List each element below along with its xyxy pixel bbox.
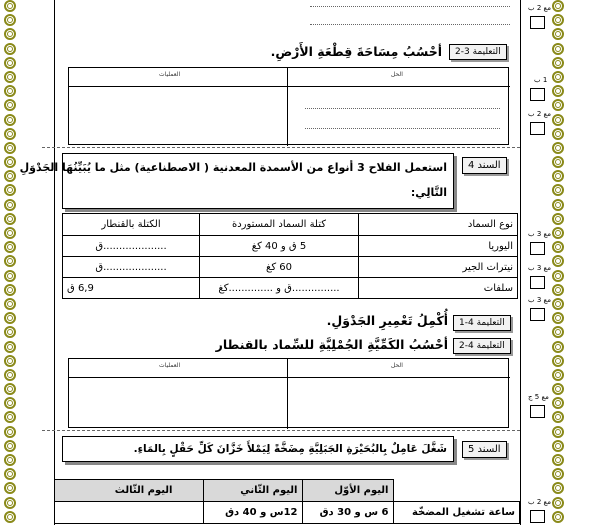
section-divider [42, 430, 520, 431]
ring-ornament [4, 43, 16, 55]
ring-ornament [4, 199, 16, 211]
ring-ornament [4, 369, 16, 381]
score-label: مع 2 ب [528, 4, 551, 12]
score-box[interactable] [530, 242, 545, 255]
ring-ornament [552, 468, 564, 480]
ring-ornament [4, 312, 16, 324]
ring-ornament [552, 411, 564, 423]
score-box[interactable] [530, 16, 545, 29]
solution-header: الحل [391, 71, 403, 78]
ring-ornament [552, 312, 564, 324]
ring-ornament [4, 497, 16, 509]
ring-ornament [552, 28, 564, 40]
table-header: الكتلة بالقنطار [63, 214, 200, 236]
ring-ornament [4, 114, 16, 126]
ring-ornament [4, 468, 16, 480]
ring-ornament [4, 14, 16, 26]
ring-ornament [4, 128, 16, 140]
table-cell: 5 ق و 40 كغ [200, 236, 359, 257]
ring-ornament [552, 284, 564, 296]
ring-ornament [4, 227, 16, 239]
score-label: مع 5 ج [528, 393, 549, 401]
ring-ornament [552, 0, 564, 12]
ring-ornament [552, 426, 564, 438]
score-label: 1 ب [534, 76, 548, 84]
right-ring-border [550, 0, 566, 525]
ring-ornament [4, 298, 16, 310]
task-4-2-answer-box [68, 358, 509, 428]
answer-dots [310, 6, 510, 7]
sanad-5-box [62, 436, 454, 462]
sanad-4-text-line1: استعمل الفلاح 3 أنواع من الأسمدة المعدنية ( الاصطناعية) مثل ما يُبَيِّنُهَا الجَدْوَلِ [19, 161, 447, 174]
task-4-1-tag: التعليمة 4-1 [453, 315, 511, 331]
ring-ornament [552, 298, 564, 310]
ring-ornament [4, 85, 16, 97]
ring-ornament [552, 227, 564, 239]
table-cell: ....................ق [63, 236, 200, 257]
task-3-2-instruction: أحْسُبُ مِسَاحَةَ قِطْعَةِ الأَرْضِ. [270, 44, 442, 59]
task-3-2-answer-box [68, 67, 509, 145]
ring-ornament [552, 71, 564, 83]
left-ring-border [2, 0, 18, 525]
ring-ornament [552, 142, 564, 154]
frame-right-line [520, 0, 521, 525]
solution-header: الحل [391, 362, 403, 369]
table-cell: 6,9 ق [63, 278, 200, 299]
ring-ornament [552, 43, 564, 55]
sanad-4-box [19, 153, 454, 209]
ring-ornament [552, 326, 564, 338]
pump-table [54, 479, 520, 524]
ring-ornament [4, 326, 16, 338]
ring-ornament [4, 383, 16, 395]
score-box[interactable] [530, 122, 545, 135]
ring-ornament [552, 199, 564, 211]
ring-ornament [552, 369, 564, 381]
ring-ornament [4, 255, 16, 267]
score-label: مع 3 ب [528, 296, 551, 304]
sanad-4-text-line2: التَّالِي: [410, 186, 447, 199]
ring-ornament [4, 284, 16, 296]
ring-ornament [552, 511, 564, 523]
score-box[interactable] [530, 405, 545, 418]
ring-ornament [4, 511, 16, 523]
table-header: نوع السماد [359, 214, 518, 236]
ring-ornament [552, 440, 564, 452]
ring-ornament [4, 156, 16, 168]
ring-ornament [4, 397, 16, 409]
table-cell: ....................ق [63, 257, 200, 278]
ring-ornament [552, 454, 564, 466]
ring-ornament [4, 270, 16, 282]
table-cell: اليوريا [359, 236, 518, 257]
ring-ornament [4, 440, 16, 452]
ring-ornament [4, 71, 16, 83]
ring-ornament [552, 156, 564, 168]
section-divider [42, 147, 520, 148]
score-label: مع 3 ب [528, 264, 551, 272]
ring-ornament [4, 482, 16, 494]
ring-ornament [4, 57, 16, 69]
operations-header: العمليات [159, 362, 181, 369]
task-4-2-tag: التعليمة 4-2 [453, 338, 511, 354]
table-cell: 60 كغ [200, 257, 359, 278]
score-box[interactable] [530, 276, 545, 289]
ring-ornament [4, 0, 16, 12]
ring-ornament [4, 454, 16, 466]
fertilizer-table [62, 213, 518, 299]
ring-ornament [4, 99, 16, 111]
ring-ornament [552, 482, 564, 494]
ring-ornament [4, 411, 16, 423]
ring-ornament [552, 383, 564, 395]
ring-ornament [4, 170, 16, 182]
ring-ornament [552, 170, 564, 182]
ring-ornament [4, 213, 16, 225]
ring-ornament [552, 341, 564, 353]
score-box[interactable] [530, 510, 545, 523]
answer-dots [310, 24, 510, 25]
table-cell: سلفات [359, 278, 518, 299]
task-3-2-tag: التعليمة 3-2 [449, 44, 507, 60]
table-row [55, 502, 520, 524]
ring-ornament [552, 255, 564, 267]
sanad-5-tag: السند 5 [462, 441, 507, 458]
ring-ornament [552, 128, 564, 140]
ring-ornament [552, 497, 564, 509]
score-label: مع 2 ب [528, 110, 551, 118]
frame-left-line [54, 0, 55, 525]
table-cell: ...............ق و ..............كغ [200, 278, 359, 299]
table-cell [55, 502, 204, 524]
table-cell: ساعة تشغيل المضخّة [393, 502, 520, 524]
ring-ornament [552, 85, 564, 97]
ring-ornament [552, 184, 564, 196]
table-cell: نيترات الجير [359, 257, 518, 278]
ring-ornament [552, 397, 564, 409]
table-row [63, 236, 518, 257]
sanad-4-tag: السند 4 [462, 157, 507, 174]
table-header: اليوم الثّالث [55, 480, 204, 502]
ring-ornament [552, 355, 564, 367]
operations-header: العمليات [159, 71, 181, 78]
ring-ornament [552, 241, 564, 253]
score-label: مع 2 ب [528, 498, 551, 506]
ring-ornament [552, 57, 564, 69]
table-header: اليوم الأوّل [302, 480, 393, 502]
task-4-2-instruction: أحْسُبُ الكَمِّيَّةِ الجُمْلِيَّةِ للسِّماد بالقنطار [215, 337, 448, 352]
ring-ornament [4, 184, 16, 196]
ring-ornament [4, 426, 16, 438]
score-label: مع 3 ب [528, 230, 551, 238]
task-4-1-instruction: أُكْمِلُ تَعْمِيرِ الجَدْوَلِ. [326, 313, 448, 328]
table-row [63, 278, 518, 299]
table-header [393, 480, 520, 502]
table-row [63, 257, 518, 278]
table-header: كتلة السماد المستوردة [200, 214, 359, 236]
ring-ornament [552, 270, 564, 282]
ring-ornament [4, 28, 16, 40]
ring-ornament [4, 241, 16, 253]
ring-ornament [4, 341, 16, 353]
ring-ornament [552, 14, 564, 26]
score-box[interactable] [530, 308, 545, 321]
table-cell: 6 س و 30 دق [302, 502, 393, 524]
ring-ornament [4, 355, 16, 367]
ring-ornament [552, 114, 564, 126]
table-header: اليوم الثّاني [203, 480, 302, 502]
sanad-5-text: شَغَّلَ عَامِلٌ بِالبُحَيْرَةِ الجَبَلِيَّةِ مِضَخَّةً لِيَمْلأَ خَزَّانَ كَلِّ حَقْلٍ بِالمَاءِ. [133, 443, 447, 455]
score-box[interactable] [530, 88, 545, 101]
table-cell: 12س و 40 دق [203, 502, 302, 524]
ring-ornament [4, 142, 16, 154]
ring-ornament [552, 99, 564, 111]
ring-ornament [552, 213, 564, 225]
